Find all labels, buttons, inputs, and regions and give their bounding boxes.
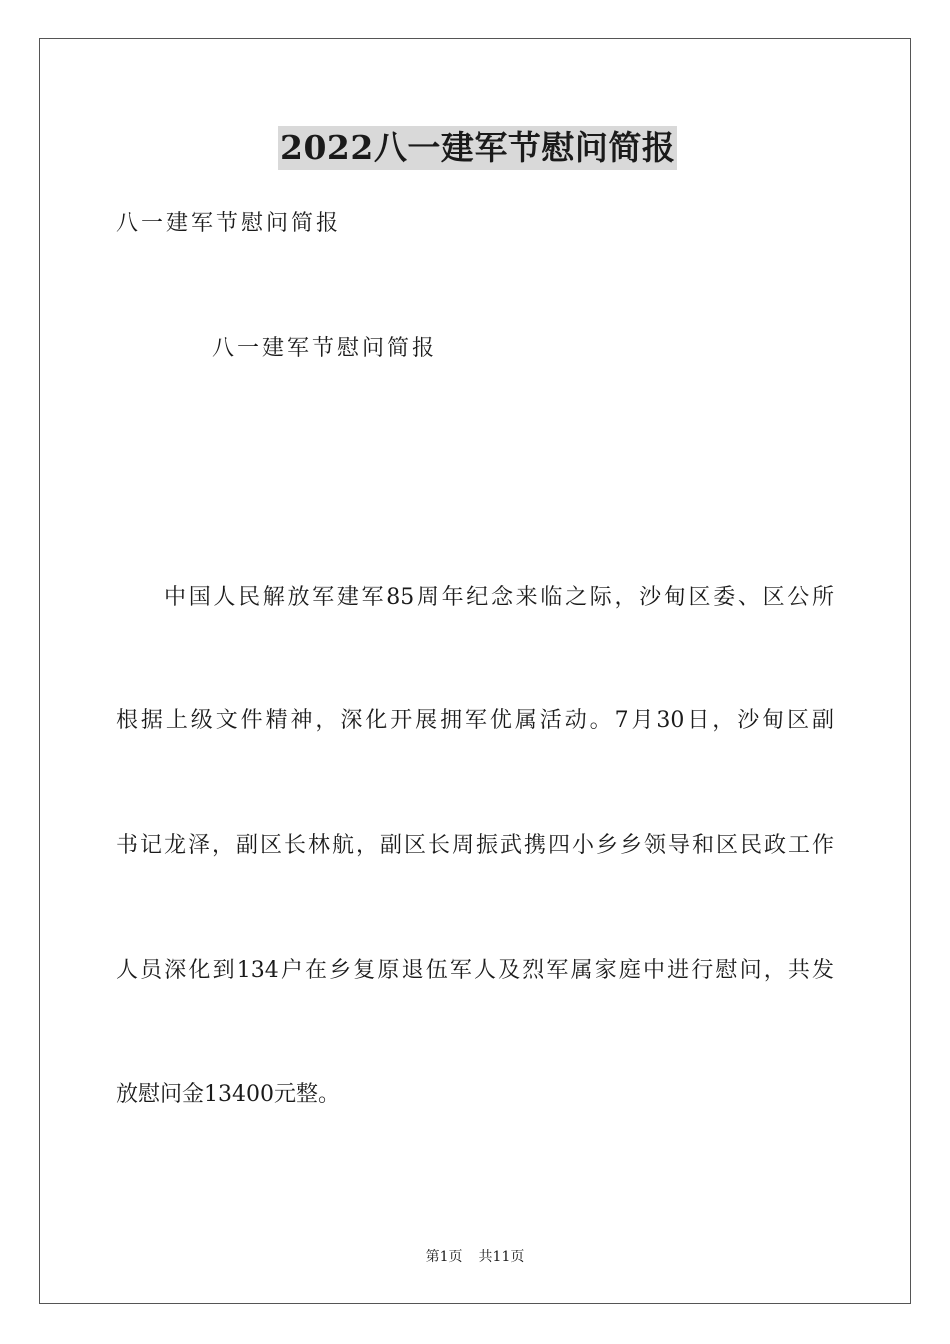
page-footer xyxy=(0,1247,950,1267)
body-line: 书记龙泽，副区长林航，副区长周振武携四小乡乡领导和区民政工作 xyxy=(116,833,834,858)
document-subtitle: 八一建军节慰问简报 xyxy=(116,211,342,236)
body-line: 根据上级文件精神，深化开展拥军优属活动。7月30日，沙甸区副 xyxy=(116,708,834,733)
body-line: 人员深化到134户在乡复原退伍军人及烈军属家庭中进行慰问，共发 xyxy=(116,958,834,983)
body-line: 放慰问金13400元整。 xyxy=(116,1082,340,1107)
page-total: 共11页 xyxy=(478,1249,525,1265)
page-number: 第1页 xyxy=(425,1249,463,1265)
body-line: 中国人民解放军建军85周年纪念来临之际，沙甸区委、区公所 xyxy=(164,585,834,610)
document-title: 2022八一建军节慰问简报 xyxy=(278,126,677,170)
document-subtitle-centered: 八一建军节慰问简报 xyxy=(212,336,438,361)
